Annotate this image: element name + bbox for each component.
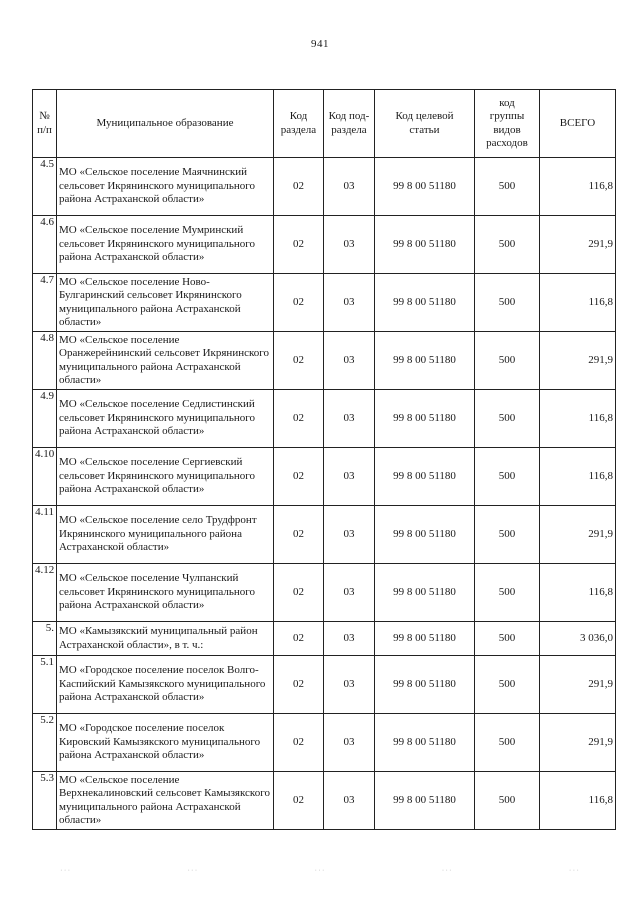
table-row bbox=[33, 714, 616, 772]
expense-group-code: 500 bbox=[475, 332, 540, 390]
subsection-code: 03 bbox=[324, 714, 375, 772]
section-code: 02 bbox=[274, 390, 324, 448]
municipality-name: МО «Сельское поселение Маячнинский сельсовет Икрянинского муниципального района Астраханской области» bbox=[57, 158, 274, 216]
scan-mark: ⋅⋅⋅ bbox=[187, 866, 199, 875]
expense-group-code: 500 bbox=[475, 656, 540, 714]
scan-mark: ⋅⋅⋅ bbox=[314, 866, 326, 875]
section-code: 02 bbox=[274, 772, 324, 830]
row-number: 4.7 bbox=[33, 274, 57, 332]
expense-group-code: 500 bbox=[475, 564, 540, 622]
municipality-name: МО «Сельское поселение Чулпанский сельсовет Икрянинского муниципального района Астраханской области» bbox=[57, 564, 274, 622]
total-amount: 291,9 bbox=[540, 332, 616, 390]
section-code: 02 bbox=[274, 564, 324, 622]
expense-group-code: 500 bbox=[475, 216, 540, 274]
table-row bbox=[33, 622, 616, 656]
target-article-code: 99 8 00 51180 bbox=[375, 564, 475, 622]
expense-group-code: 500 bbox=[475, 390, 540, 448]
row-number: 4.11 bbox=[33, 506, 57, 564]
expense-group-code: 500 bbox=[475, 274, 540, 332]
subsection-code: 03 bbox=[324, 448, 375, 506]
target-article-code: 99 8 00 51180 bbox=[375, 274, 475, 332]
expense-group-code: 500 bbox=[475, 772, 540, 830]
section-code: 02 bbox=[274, 158, 324, 216]
subsection-code: 03 bbox=[324, 564, 375, 622]
section-code: 02 bbox=[274, 622, 324, 656]
municipality-name: МО «Сельское поселение Сергиевский сельсовет Икрянинского муниципального района Астраханской области» bbox=[57, 448, 274, 506]
target-article-code: 99 8 00 51180 bbox=[375, 332, 475, 390]
target-article-code: 99 8 00 51180 bbox=[375, 622, 475, 656]
scan-mark: ⋅⋅⋅ bbox=[441, 866, 453, 875]
row-number: 5.3 bbox=[33, 772, 57, 830]
section-code: 02 bbox=[274, 656, 324, 714]
budget-table bbox=[32, 89, 616, 830]
total-amount: 116,8 bbox=[540, 448, 616, 506]
header-total: ВСЕГО bbox=[540, 90, 616, 158]
row-number: 4.10 bbox=[33, 448, 57, 506]
total-amount: 116,8 bbox=[540, 158, 616, 216]
total-amount: 291,9 bbox=[540, 506, 616, 564]
subsection-code: 03 bbox=[324, 158, 375, 216]
subsection-code: 03 bbox=[324, 656, 375, 714]
total-amount: 291,9 bbox=[540, 714, 616, 772]
municipality-name: МО «Сельское поселение Оранжерейнинский сельсовет Икрянинского муниципального района Астраханской области» bbox=[57, 332, 274, 390]
header-expense-group: код группы видов расходов bbox=[475, 90, 540, 158]
municipality-name: МО «Сельское поселение Ново-Булгаринский сельсовет Икрянинского муниципального района Астраханской области» bbox=[57, 274, 274, 332]
section-code: 02 bbox=[274, 448, 324, 506]
row-number: 5.1 bbox=[33, 656, 57, 714]
table-row bbox=[33, 158, 616, 216]
table-row bbox=[33, 506, 616, 564]
row-number: 4.9 bbox=[33, 390, 57, 448]
table-row bbox=[33, 332, 616, 390]
table-body bbox=[33, 158, 616, 830]
expense-group-code: 500 bbox=[475, 506, 540, 564]
total-amount: 116,8 bbox=[540, 772, 616, 830]
table-row bbox=[33, 564, 616, 622]
header-subsection: Код под- раздела bbox=[324, 90, 375, 158]
subsection-code: 03 bbox=[324, 332, 375, 390]
target-article-code: 99 8 00 51180 bbox=[375, 656, 475, 714]
header-num: № п/п bbox=[33, 90, 57, 158]
subsection-code: 03 bbox=[324, 506, 375, 564]
target-article-code: 99 8 00 51180 bbox=[375, 714, 475, 772]
total-amount: 116,8 bbox=[540, 390, 616, 448]
total-amount: 291,9 bbox=[540, 216, 616, 274]
section-code: 02 bbox=[274, 714, 324, 772]
row-number: 4.8 bbox=[33, 332, 57, 390]
section-code: 02 bbox=[274, 506, 324, 564]
target-article-code: 99 8 00 51180 bbox=[375, 216, 475, 274]
row-number: 4.12 bbox=[33, 564, 57, 622]
subsection-code: 03 bbox=[324, 772, 375, 830]
scan-mark: ⋅⋅⋅ bbox=[568, 866, 580, 875]
subsection-code: 03 bbox=[324, 622, 375, 656]
header-name: Муниципальное образование bbox=[57, 90, 274, 158]
municipality-name: МО «Сельское поселение Верхнекалиновский сельсовет Камызякского муниципального района Астраханской области» bbox=[57, 772, 274, 830]
row-number: 4.5 bbox=[33, 158, 57, 216]
total-amount: 116,8 bbox=[540, 274, 616, 332]
subsection-code: 03 bbox=[324, 216, 375, 274]
header-section: Код раздела bbox=[274, 90, 324, 158]
section-code: 02 bbox=[274, 274, 324, 332]
table-row bbox=[33, 656, 616, 714]
table-row bbox=[33, 274, 616, 332]
table-row bbox=[33, 448, 616, 506]
total-amount: 291,9 bbox=[540, 656, 616, 714]
table-row bbox=[33, 772, 616, 830]
target-article-code: 99 8 00 51180 bbox=[375, 448, 475, 506]
target-article-code: 99 8 00 51180 bbox=[375, 506, 475, 564]
table-row bbox=[33, 390, 616, 448]
total-amount: 116,8 bbox=[540, 564, 616, 622]
target-article-code: 99 8 00 51180 bbox=[375, 390, 475, 448]
header-target: Код целевой статьи bbox=[375, 90, 475, 158]
subsection-code: 03 bbox=[324, 390, 375, 448]
expense-group-code: 500 bbox=[475, 622, 540, 656]
expense-group-code: 500 bbox=[475, 448, 540, 506]
municipality-name: МО «Камызякский муниципальный район Астраханской области», в т. ч.: bbox=[57, 622, 274, 656]
target-article-code: 99 8 00 51180 bbox=[375, 158, 475, 216]
table-row bbox=[33, 216, 616, 274]
municipality-name: МО «Сельское поселение Мумринский сельсовет Икрянинского муниципального района Астраханской области» bbox=[57, 216, 274, 274]
total-amount: 3 036,0 bbox=[540, 622, 616, 656]
municipality-name: МО «Городское поселение поселок Волго-Каспийский Камызякского муниципального района Астраханской области» bbox=[57, 656, 274, 714]
scan-mark: ⋅⋅⋅ bbox=[60, 866, 72, 875]
municipality-name: МО «Сельское поселение Седлистинский сельсовет Икрянинского муниципального района Астраханской области» bbox=[57, 390, 274, 448]
expense-group-code: 500 bbox=[475, 158, 540, 216]
section-code: 02 bbox=[274, 216, 324, 274]
municipality-name: МО «Сельское поселение село Трудфронт Икрянинского муниципального района Астраханской области» bbox=[57, 506, 274, 564]
page-number: 941 bbox=[311, 38, 329, 50]
target-article-code: 99 8 00 51180 bbox=[375, 772, 475, 830]
table-header bbox=[33, 90, 616, 158]
subsection-code: 03 bbox=[324, 274, 375, 332]
row-number: 5.2 bbox=[33, 714, 57, 772]
municipality-name: МО «Городское поселение поселок Кировский Камызякского муниципального района Астраханской области» bbox=[57, 714, 274, 772]
scan-artifacts bbox=[60, 866, 580, 875]
section-code: 02 bbox=[274, 332, 324, 390]
expense-group-code: 500 bbox=[475, 714, 540, 772]
row-number: 5. bbox=[33, 622, 57, 656]
row-number: 4.6 bbox=[33, 216, 57, 274]
